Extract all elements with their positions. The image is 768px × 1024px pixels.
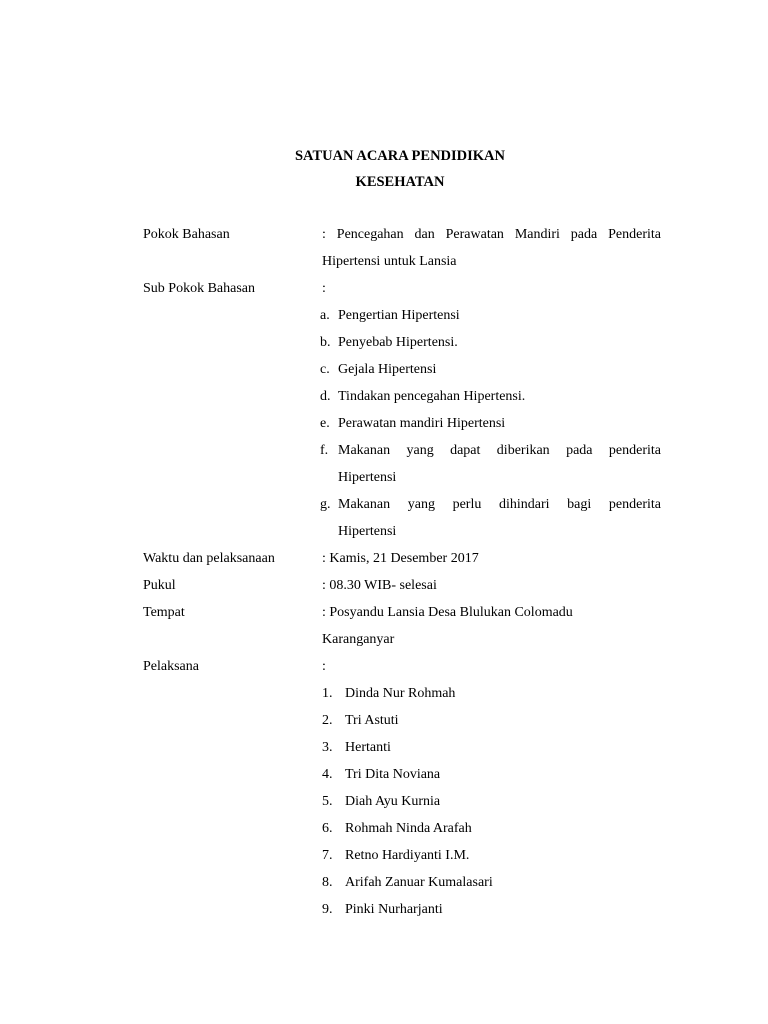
member-number: 4. xyxy=(322,767,333,782)
sub-topic-marker: b. xyxy=(320,335,331,350)
sub-topic-text-line1: Makanan yang dapat diberikan pada penderita xyxy=(338,443,661,458)
sub-topic-text: Penyebab Hipertensi. xyxy=(338,335,458,350)
member-name: Dinda Nur Rohmah xyxy=(345,686,456,701)
sub-topic-item xyxy=(320,329,661,356)
member-number: 5. xyxy=(322,794,333,809)
member-name: Rohmah Ninda Arafah xyxy=(345,821,472,836)
sub-topic-item xyxy=(320,437,661,491)
sub-topic-item xyxy=(320,410,661,437)
sub-pokok-bahasan-label: Sub Pokok Bahasan xyxy=(143,281,255,296)
sub-topic-marker: c. xyxy=(320,362,330,377)
member-number: 8. xyxy=(322,875,333,890)
member-name: Tri Astuti xyxy=(345,713,399,728)
pukul-label: Pukul xyxy=(143,578,176,593)
member-number: 3. xyxy=(322,740,333,755)
sub-topic-item xyxy=(320,302,661,329)
tempat-value-line1: : Posyandu Lansia Desa Blulukan Colomadu xyxy=(322,605,573,620)
sub-topic-text: Perawatan mandiri Hipertensi xyxy=(338,416,506,431)
member-name: Pinki Nurharjanti xyxy=(345,902,443,917)
sub-topic-text-line1: Makanan yang perlu dihindari bagi penderita xyxy=(338,497,661,512)
sub-topic-text-line2: Hipertensi xyxy=(338,524,397,539)
member-number: 1. xyxy=(322,686,333,701)
member-number: 7. xyxy=(322,848,333,863)
pokok-bahasan-value-line1: : Pencegahan dan Perawatan Mandiri pada Penderita xyxy=(322,227,661,242)
pelaksana-colon: : xyxy=(322,659,326,674)
pukul-value: : 08.30 WIB- selesai xyxy=(322,578,437,593)
member-number: 9. xyxy=(322,902,333,917)
waktu-value: : Kamis, 21 Desember 2017 xyxy=(322,551,479,566)
sub-topic-marker: a. xyxy=(320,308,330,323)
pokok-bahasan-value-line2: Hipertensi untuk Lansia xyxy=(322,254,457,269)
pokok-bahasan-label: Pokok Bahasan xyxy=(143,227,230,242)
sub-topic-text: Tindakan pencegahan Hipertensi. xyxy=(338,389,526,404)
document-title: SATUAN ACARA PENDIDIKAN xyxy=(294,148,505,164)
tempat-value-line2: Karanganyar xyxy=(322,632,395,647)
member-name: Arifah Zanuar Kumalasari xyxy=(345,875,493,890)
sub-topic-marker: e. xyxy=(320,416,330,431)
waktu-label: Waktu dan pelaksanaan xyxy=(143,551,275,566)
sub-topic-marker: g. xyxy=(320,497,331,512)
sub-topic-text: Pengertian Hipertensi xyxy=(338,308,460,323)
document-title-line2: KESEHATAN xyxy=(355,174,445,190)
member-number: 6. xyxy=(322,821,333,836)
sub-topic-text: Gejala Hipertensi xyxy=(338,362,437,377)
sub-pokok-bahasan-colon: : xyxy=(322,281,326,296)
member-name: Retno Hardiyanti I.M. xyxy=(345,848,470,863)
member-name: Tri Dita Noviana xyxy=(345,767,441,782)
sub-topic-item xyxy=(320,356,661,383)
sub-topic-marker: f. xyxy=(320,443,329,458)
member-name: Diah Ayu Kurnia xyxy=(345,794,441,809)
sub-topic-item xyxy=(320,383,661,410)
sub-topic-marker: d. xyxy=(320,389,331,404)
sub-topic-item xyxy=(320,491,661,545)
sub-topic-text-line2: Hipertensi xyxy=(338,470,397,485)
tempat-label: Tempat xyxy=(143,605,185,620)
member-number: 2. xyxy=(322,713,333,728)
member-name: Hertanti xyxy=(345,740,391,755)
pelaksana-label: Pelaksana xyxy=(143,659,199,674)
